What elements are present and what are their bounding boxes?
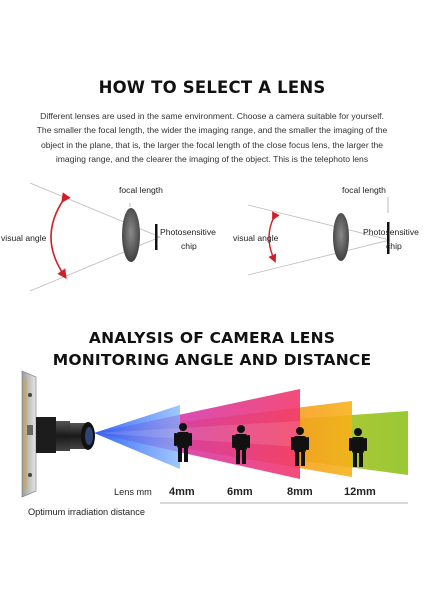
chip-label-line2: chip [386, 241, 402, 251]
lens-size-8mm: 8mm [287, 486, 313, 498]
chip-label-line2: chip [181, 241, 197, 251]
section-title-select-lens: HOW TO SELECT A LENS [98, 78, 326, 97]
photosensitive-chip-bar [155, 224, 158, 250]
optimum-distance-label: Optimum irradiation distance [28, 507, 145, 517]
lens-shape-icon [122, 208, 140, 262]
lens-description [14, 109, 410, 166]
focal-length-label: focal length [119, 185, 163, 195]
description-line: object in the plane, that is, the larger the focal length of the close focus lens, the larger the [40, 139, 384, 150]
lens-size-12mm: 12mm [344, 486, 376, 498]
description-line: The smaller the focal length, the wider the imaging range, and the smaller the imaging of the [36, 125, 388, 136]
lens-mm-label: Lens mm [114, 487, 152, 497]
visual-angle-label: visual angle [233, 233, 279, 243]
ray-line [30, 237, 160, 291]
monitoring-angle-section [0, 365, 424, 535]
lens-diagram-area [0, 165, 424, 305]
visual-angle-arc [51, 199, 64, 275]
lens-size-6mm: 6mm [227, 486, 253, 498]
chip-label-line1: Photosensitive [160, 227, 216, 237]
lens-shape-icon [333, 213, 349, 261]
visual-angle-label: visual angle [1, 233, 47, 243]
section-title-line2: MONITORING ANGLE AND DISTANCE [52, 351, 372, 369]
focal-length-label: focal length [342, 185, 386, 195]
description-line: Different lenses are used in the same environment. Choose a camera suitable for yourself. [40, 111, 384, 121]
description-line: imaging range, and the clearer the imaging of the object. This is the telephoto lens [55, 153, 369, 164]
section-title-line1: ANALYSIS OF CAMERA LENS [88, 329, 336, 347]
wide-angle-diagram [30, 183, 160, 291]
chip-label-line1: Photosensitive [363, 227, 419, 237]
camera-module-image [22, 371, 95, 497]
lens-size-4mm: 4mm [169, 486, 195, 498]
